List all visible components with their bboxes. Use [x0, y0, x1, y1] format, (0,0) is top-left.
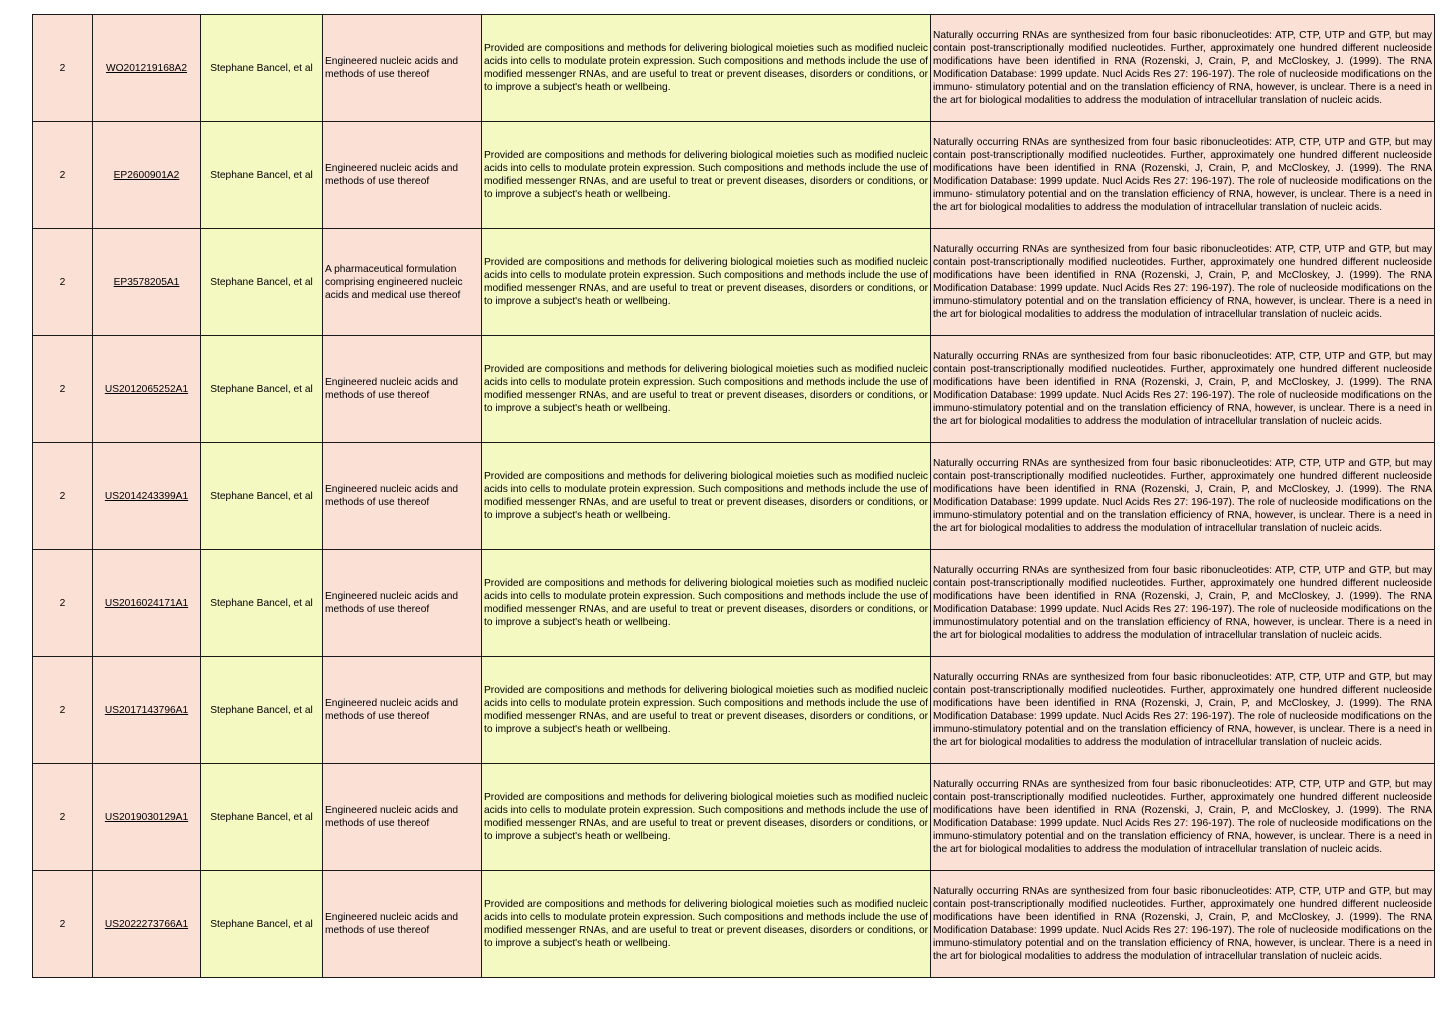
inventor-cell: Stephane Bancel, et al: [201, 550, 323, 657]
row-number-cell: 2: [33, 15, 93, 122]
patent-number-cell: [93, 443, 201, 550]
patent-number-cell: [93, 336, 201, 443]
patent-number-cell: [93, 657, 201, 764]
row-number-cell: 2: [33, 229, 93, 336]
title-cell: Engineered nucleic acids and methods of use thereof: [323, 657, 482, 764]
title-cell: Engineered nucleic acids and methods of use thereof: [323, 122, 482, 229]
abstract-cell: Provided are compositions and methods for delivering biological moieties such as modified nucleic acids into cells to modulate protein expression. Such compositions and methods include the use of modified messenger RNAs, and are useful to treat or prevent diseases, disorders or conditions, or to improve a subject's heath or wellbeing.: [482, 764, 931, 871]
patent-link[interactable]: US2016024171A1: [104, 597, 189, 609]
background-cell: Naturally occurring RNAs are synthesized from four basic ribonucleotides: ATP, CTP, UTP and GTP, but may contain post-transcriptionally modified nucleotides. Further, approximately one hundred different nucleoside modifications have been identified in RNA (Rozenski, J, Crain, P, and McCloskey, J. (1999). The RNA Modification Database: 1999 update. Nucl Acids Res 27: 196-197). The role of nucleoside modifications on the immunostimulatory potential and on the translation efficiency of RNA, however, is unclear. There is a need in the art for biological modalities to address the modulation of intracellular translation of nucleic acids.: [931, 550, 1435, 657]
title-cell: Engineered nucleic acids and methods of use thereof: [323, 15, 482, 122]
inventor-cell: Stephane Bancel, et al: [201, 15, 323, 122]
table-row: [33, 229, 1435, 336]
patent-link[interactable]: EP2600901A2: [113, 169, 180, 181]
patent-link[interactable]: WO201219168A2: [106, 62, 187, 74]
background-cell: Naturally occurring RNAs are synthesized from four basic ribonucleotides: ATP, CTP, UTP and GTP, but may contain post-transcriptionally modified nucleotides. Further, approximately one hundred different nucleoside modifications have been identified in RNA (Rozenski, J, Crain, P, and McCloskey, J. (1999). The RNA Modification Database: 1999 update. Nucl Acids Res 27: 196-197). The role of nucleoside modifications on the immuno-stimulatory potential and on the translation efficiency of RNA, however, is unclear. There is a need in the art for biological modalities to address the modulation of intracellular translation of nucleic acids.: [931, 229, 1435, 336]
patent-link[interactable]: US2022273766A1: [104, 918, 189, 930]
row-number-cell: 2: [33, 550, 93, 657]
patent-number-cell: [93, 871, 201, 978]
table-row: [33, 764, 1435, 871]
table-row: [33, 336, 1435, 443]
row-number-cell: 2: [33, 443, 93, 550]
patent-number-cell: [93, 122, 201, 229]
table-row: [33, 657, 1435, 764]
abstract-cell: Provided are compositions and methods for delivering biological moieties such as modified nucleic acids into cells to modulate protein expression. Such compositions and methods include the use of modified messenger RNAs, and are useful to treat or prevent diseases, disorders or conditions, or to improve a subject's heath or wellbeing.: [482, 443, 931, 550]
patent-table-body: [33, 15, 1435, 978]
patent-link[interactable]: US2012065252A1: [104, 383, 189, 395]
title-cell: A pharmaceutical formulation comprising engineered nucleic acids and medical use thereof: [323, 229, 482, 336]
row-number-cell: 2: [33, 122, 93, 229]
table-row: [33, 15, 1435, 122]
title-cell: Engineered nucleic acids and methods of use thereof: [323, 764, 482, 871]
inventor-cell: Stephane Bancel, et al: [201, 122, 323, 229]
patent-number-cell: [93, 229, 201, 336]
background-cell: Naturally occurring RNAs are synthesized from four basic ribonucleotides: ATP, CTP, UTP and GTP, but may contain post-transcriptionally modified nucleotides. Further, approximately one hundred different nucleoside modifications have been identified in RNA (Rozenski, J, Crain, P, and McCloskey, J. (1999). The RNA Modification Database: 1999 update. Nucl Acids Res 27: 196-197). The role of nucleoside modifications on the immuno-stimulatory potential and on the translation efficiency of RNA, however, is unclear. There is a need in the art for biological modalities to address the modulation of intracellular translation of nucleic acids.: [931, 657, 1435, 764]
background-cell: Naturally occurring RNAs are synthesized from four basic ribonucleotides: ATP, CTP, UTP and GTP, but may contain post-transcriptionally modified nucleotides. Further, approximately one hundred different nucleoside modifications have been identified in RNA (Rozenski, J, Crain, P, and McCloskey, J. (1999). The RNA Modification Database: 1999 update. Nucl Acids Res 27: 196-197). The role of nucleoside modifications on the immuno-stimulatory potential and on the translation efficiency of RNA, however, is unclear. There is a need in the art for biological modalities to address the modulation of intracellular translation of nucleic acids.: [931, 871, 1435, 978]
patent-table: [32, 14, 1435, 978]
table-row: [33, 122, 1435, 229]
patent-link[interactable]: US2014243399A1: [104, 490, 189, 502]
title-cell: Engineered nucleic acids and methods of use thereof: [323, 443, 482, 550]
title-cell: Engineered nucleic acids and methods of use thereof: [323, 550, 482, 657]
patent-number-cell: [93, 550, 201, 657]
table-row: [33, 871, 1435, 978]
inventor-cell: Stephane Bancel, et al: [201, 657, 323, 764]
inventor-cell: Stephane Bancel, et al: [201, 871, 323, 978]
row-number-cell: 2: [33, 871, 93, 978]
patent-link[interactable]: EP3578205A1: [113, 276, 180, 288]
abstract-cell: Provided are compositions and methods for delivering biological moieties such as modified nucleic acids into cells to modulate protein expression. Such compositions and methods include the use of modified messenger RNAs, and are useful to treat or prevent diseases, disorders or conditions, or to improve a subject's heath or wellbeing.: [482, 229, 931, 336]
abstract-cell: Provided are compositions and methods for delivering biological moieties such as modified nucleic acids into cells to modulate protein expression. Such compositions and methods include the use of modified messenger RNAs, and are useful to treat or prevent diseases, disorders or conditions, or to improve a subject's heath or wellbeing.: [482, 657, 931, 764]
abstract-cell: Provided are compositions and methods for delivering biological moieties such as modified nucleic acids into cells to modulate protein expression. Such compositions and methods include the use of modified messenger RNAs, and are useful to treat or prevent diseases, disorders or conditions, or to improve a subject's heath or wellbeing.: [482, 550, 931, 657]
background-cell: Naturally occurring RNAs are synthesized from four basic ribonucleotides: ATP, CTP, UTP and GTP, but may contain post-transcriptionally modified nucleotides. Further, approximately one hundred different nucleoside modifications have been identified in RNA (Rozenski, J, Crain, P, and McCloskey, J. (1999). The RNA Modification Database: 1999 update. Nucl Acids Res 27: 196-197). The role of nucleoside modifications on the immuno-stimulatory potential and on the translation efficiency of RNA, however, is unclear. There is a need in the art for biological modalities to address the modulation of intracellular translation of nucleic acids.: [931, 764, 1435, 871]
inventor-cell: Stephane Bancel, et al: [201, 336, 323, 443]
inventor-cell: Stephane Bancel, et al: [201, 229, 323, 336]
background-cell: Naturally occurring RNAs are synthesized from four basic ribonucleotides: ATP, CTP, UTP and GTP, but may contain post-transcriptionally modified nucleotides. Further, approximately one hundred different nucleoside modifications have been identified in RNA (Rozenski, J, Crain, P, and McCloskey, J. (1999). The RNA Modification Database: 1999 update. Nucl Acids Res 27: 196-197). The role of nucleoside modifications on the immuno- stimulatory potential and on the translation efficiency of RNA, however, is unclear. There is a need in the art for biological modalities to address the modulation of intracellular translation of nucleic acids.: [931, 15, 1435, 122]
abstract-cell: Provided are compositions and methods for delivering biological moieties such as modified nucleic acids into cells to modulate protein expression. Such compositions and methods include the use of modified messenger RNAs, and are useful to treat or prevent diseases, disorders or conditions, or to improve a subject's heath or wellbeing.: [482, 336, 931, 443]
patent-number-cell: [93, 764, 201, 871]
title-cell: Engineered nucleic acids and methods of use thereof: [323, 336, 482, 443]
abstract-cell: Provided are compositions and methods for delivering biological moieties such as modified nucleic acids into cells to modulate protein expression. Such compositions and methods include the use of modified messenger RNAs, and are useful to treat or prevent diseases, disorders or conditions, or to improve a subject's heath or wellbeing.: [482, 871, 931, 978]
abstract-cell: Provided are compositions and methods for delivering biological moieties such as modified nucleic acids into cells to modulate protein expression. Such compositions and methods include the use of modified messenger RNAs, and are useful to treat or prevent diseases, disorders or conditions, or to improve a subject's heath or wellbeing.: [482, 122, 931, 229]
background-cell: Naturally occurring RNAs are synthesized from four basic ribonucleotides: ATP, CTP, UTP and GTP, but may contain post-transcriptionally modified nucleotides. Further, approximately one hundred different nucleoside modifications have been identified in RNA (Rozenski, J, Crain, P, and McCloskey, J. (1999). The RNA Modification Database: 1999 update. Nucl Acids Res 27: 196-197). The role of nucleoside modifications on the immuno-stimulatory potential and on the translation efficiency of RNA, however, is unclear. There is a need in the art for biological modalities to address the modulation of intracellular translation of nucleic acids.: [931, 443, 1435, 550]
inventor-cell: Stephane Bancel, et al: [201, 443, 323, 550]
patent-number-cell: [93, 15, 201, 122]
abstract-cell: Provided are compositions and methods for delivering biological moieties such as modified nucleic acids into cells to modulate protein expression. Such compositions and methods include the use of modified messenger RNAs, and are useful to treat or prevent diseases, disorders or conditions, or to improve a subject's heath or wellbeing.: [482, 15, 931, 122]
table-row: [33, 443, 1435, 550]
background-cell: Naturally occurring RNAs are synthesized from four basic ribonucleotides: ATP, CTP, UTP and GTP, but may contain post-transcriptionally modified nucleotides. Further, approximately one hundred different nucleoside modifications have been identified in RNA (Rozenski, J, Crain, P, and McCloskey, J. (1999). The RNA Modification Database: 1999 update. Nucl Acids Res 27: 196-197). The role of nucleoside modifications on the immuno-stimulatory potential and on the translation efficiency of RNA, however, is unclear. There is a need in the art for biological modalities to address the modulation of intracellular translation of nucleic acids.: [931, 336, 1435, 443]
row-number-cell: 2: [33, 657, 93, 764]
patent-link[interactable]: US2019030129A1: [104, 811, 189, 823]
row-number-cell: 2: [33, 764, 93, 871]
inventor-cell: Stephane Bancel, et al: [201, 764, 323, 871]
background-cell: Naturally occurring RNAs are synthesized from four basic ribonucleotides: ATP, CTP, UTP and GTP, but may contain post-transcriptionally modified nucleotides. Further, approximately one hundred different nucleoside modifications have been identified in RNA (Rozenski, J, Crain, P, and McCloskey, J. (1999). The RNA Modification Database: 1999 update. Nucl Acids Res 27: 196-197). The role of nucleoside modifications on the immuno- stimulatory potential and on the translation efficiency of RNA, however, is unclear. There is a need in the art for biological modalities to address the modulation of intracellular translation of nucleic acids.: [931, 122, 1435, 229]
row-number-cell: 2: [33, 336, 93, 443]
title-cell: Engineered nucleic acids and methods of use thereof: [323, 871, 482, 978]
patent-link[interactable]: US2017143796A1: [104, 704, 189, 716]
table-row: [33, 550, 1435, 657]
